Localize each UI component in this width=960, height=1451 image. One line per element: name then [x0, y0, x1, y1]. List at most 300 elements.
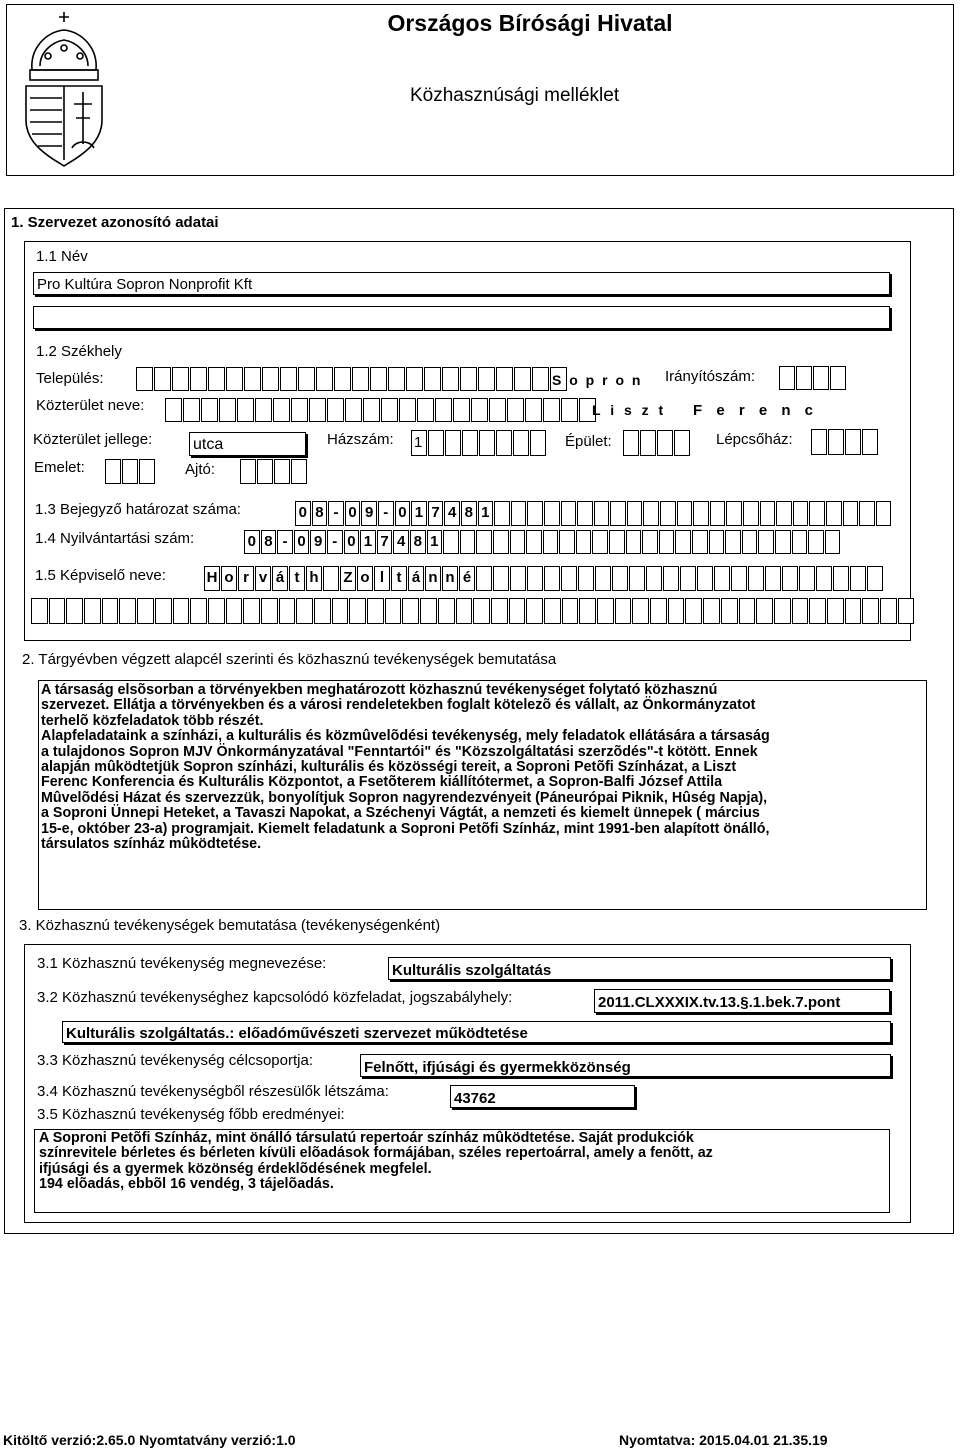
char-cell[interactable]: 8	[410, 530, 426, 554]
street-value-2: F e r e n c	[693, 402, 819, 419]
char-cell[interactable]	[442, 367, 459, 391]
char-cell[interactable]	[782, 566, 798, 591]
text-line: a Soproni Ünnepi Heteket, a Tavaszi Napokat, a Széchenyi Vágtát, a nemzeti és kiemelt ünnepek ( március	[41, 805, 760, 822]
char-cell[interactable]	[201, 398, 218, 422]
char-cell[interactable]	[561, 566, 577, 591]
char-cell[interactable]	[493, 530, 509, 554]
char-cell[interactable]	[406, 367, 423, 391]
settlement-label: Település:	[36, 370, 104, 387]
footer-version: Kitöltő verzió:2.65.0 Nyomtatvány verzió:1.0	[3, 1432, 296, 1448]
char-cell[interactable]	[685, 598, 702, 624]
char-cell[interactable]	[765, 566, 781, 591]
char-cell[interactable]	[136, 367, 153, 391]
char-cell[interactable]	[476, 566, 492, 591]
char-cell[interactable]	[291, 398, 308, 422]
char-cell[interactable]	[66, 598, 83, 624]
char-cell[interactable]	[660, 501, 676, 526]
char-cell[interactable]: 0	[294, 530, 310, 554]
rep-cells[interactable]	[204, 566, 884, 591]
char-cell[interactable]	[577, 501, 593, 526]
char-cell[interactable]	[526, 598, 543, 624]
char-cell[interactable]	[530, 430, 546, 456]
char-cell[interactable]	[859, 501, 875, 526]
char-cell[interactable]	[527, 566, 543, 591]
char-cell[interactable]	[417, 398, 434, 422]
char-cell[interactable]	[543, 530, 559, 554]
rep-cells-row2[interactable]	[31, 598, 915, 624]
char-cell[interactable]	[692, 530, 708, 554]
char-cell[interactable]	[137, 598, 154, 624]
char-cell[interactable]	[173, 598, 190, 624]
char-cell[interactable]: 1	[411, 430, 427, 456]
char-cell[interactable]	[428, 430, 444, 456]
text-line: a tulajdonos Sopron MJV Önkormányzatával "Fenntartói" és "Közszolgáltatási szerzõdés"-t kötött. Ennek	[41, 743, 758, 760]
target-group-value: Felnőtt, ifjúsági és gyermekközönség	[364, 1059, 631, 1076]
char-cell[interactable]	[476, 530, 492, 554]
char-cell[interactable]	[49, 598, 66, 624]
char-cell[interactable]	[680, 566, 696, 591]
char-cell[interactable]	[731, 566, 747, 591]
char-cell[interactable]	[826, 501, 842, 526]
char-cell[interactable]	[845, 598, 862, 624]
char-cell[interactable]	[710, 501, 726, 526]
char-cell[interactable]: 0	[344, 530, 360, 554]
char-cell[interactable]	[381, 398, 398, 422]
char-cell[interactable]	[491, 598, 508, 624]
char-cell[interactable]	[579, 598, 596, 624]
char-cell[interactable]	[578, 566, 594, 591]
char-cell[interactable]	[615, 598, 632, 624]
char-cell[interactable]	[612, 566, 628, 591]
char-cell[interactable]	[445, 430, 461, 456]
char-cell[interactable]	[255, 398, 272, 422]
char-cell[interactable]	[183, 398, 200, 422]
char-cell[interactable]	[478, 367, 495, 391]
char-cell[interactable]: 1	[478, 501, 494, 526]
char-cell[interactable]	[244, 367, 261, 391]
char-cell[interactable]	[473, 598, 490, 624]
char-cell[interactable]	[674, 430, 690, 456]
char-cell[interactable]: 7	[428, 501, 444, 526]
char-cell[interactable]	[792, 598, 809, 624]
char-cell[interactable]	[623, 430, 639, 456]
char-cell[interactable]	[833, 566, 849, 591]
char-cell[interactable]: á	[408, 566, 424, 591]
char-cell[interactable]	[323, 566, 339, 591]
char-cell[interactable]	[453, 398, 470, 422]
street-cells[interactable]	[165, 398, 597, 422]
char-cell[interactable]	[226, 367, 243, 391]
char-cell[interactable]	[610, 501, 626, 526]
char-cell[interactable]	[825, 530, 841, 554]
char-cell[interactable]	[316, 367, 333, 391]
char-cell[interactable]	[424, 367, 441, 391]
char-cell[interactable]	[597, 598, 614, 624]
char-cell[interactable]	[709, 530, 725, 554]
char-cell[interactable]	[296, 598, 313, 624]
char-cell[interactable]	[677, 501, 693, 526]
char-cell[interactable]	[809, 501, 825, 526]
decision-cells[interactable]	[295, 501, 892, 526]
char-cell[interactable]: 0	[345, 501, 361, 526]
char-cell[interactable]: 4	[444, 501, 460, 526]
char-cell[interactable]	[334, 367, 351, 391]
char-cell[interactable]	[367, 598, 384, 624]
char-cell[interactable]: l	[374, 566, 390, 591]
street-type-value: utca	[193, 436, 224, 453]
char-cell[interactable]	[420, 598, 437, 624]
char-cell[interactable]	[510, 530, 526, 554]
char-cell[interactable]	[544, 598, 561, 624]
char-cell[interactable]	[850, 566, 866, 591]
char-cell[interactable]	[494, 501, 510, 526]
street-value: L i s z t	[592, 402, 667, 418]
building-cells[interactable]	[623, 430, 691, 456]
char-cell[interactable]	[640, 430, 656, 456]
char-cell[interactable]	[809, 598, 826, 624]
char-cell[interactable]	[748, 566, 764, 591]
char-cell[interactable]	[561, 398, 578, 422]
char-cell[interactable]	[172, 367, 189, 391]
registry-label: 1.4 Nyilvántartási szám:	[35, 530, 195, 547]
char-cell[interactable]	[119, 598, 136, 624]
char-cell[interactable]	[237, 398, 254, 422]
char-cell[interactable]	[226, 598, 243, 624]
char-cell[interactable]	[279, 598, 296, 624]
char-cell[interactable]: 8	[312, 501, 328, 526]
settlement-value: S o p r o n	[552, 372, 643, 388]
char-cell[interactable]	[627, 501, 643, 526]
char-cell[interactable]	[388, 367, 405, 391]
staircase-cells[interactable]	[811, 429, 879, 455]
char-cell[interactable]: 8	[261, 530, 277, 554]
char-cell[interactable]	[876, 501, 892, 526]
name-value: Pro Kultúra Sopron Nonprofit Kft	[37, 276, 253, 293]
char-cell[interactable]	[511, 501, 527, 526]
char-cell[interactable]	[779, 366, 795, 390]
char-cell[interactable]	[898, 598, 915, 624]
char-cell[interactable]	[663, 566, 679, 591]
char-cell[interactable]	[816, 566, 832, 591]
char-cell[interactable]	[742, 530, 758, 554]
char-cell[interactable]	[332, 598, 349, 624]
char-cell[interactable]: t	[289, 566, 305, 591]
public-task-value: Kulturális szolgáltatás.: előadóművészeti szervezet működtetése	[66, 1025, 528, 1042]
char-cell[interactable]	[643, 501, 659, 526]
char-cell[interactable]	[443, 530, 459, 554]
char-cell[interactable]	[122, 459, 138, 484]
char-cell[interactable]: H	[204, 566, 220, 591]
char-cell[interactable]	[867, 566, 883, 591]
char-cell[interactable]	[543, 398, 560, 422]
char-cell[interactable]	[273, 398, 290, 422]
char-cell[interactable]	[793, 501, 809, 526]
char-cell[interactable]	[438, 598, 455, 624]
floor-cells[interactable]	[105, 459, 156, 484]
char-cell[interactable]	[514, 367, 531, 391]
char-cell[interactable]	[650, 598, 667, 624]
char-cell[interactable]	[274, 459, 290, 484]
char-cell[interactable]	[594, 501, 610, 526]
char-cell[interactable]	[697, 566, 713, 591]
char-cell[interactable]	[349, 598, 366, 624]
page-title: Országos Bírósági Hivatal	[387, 10, 673, 36]
char-cell[interactable]	[240, 459, 256, 484]
char-cell[interactable]: o	[221, 566, 237, 591]
decision-label: 1.3 Bejegyző határozat száma:	[35, 501, 241, 518]
char-cell[interactable]	[595, 566, 611, 591]
char-cell[interactable]	[479, 430, 495, 456]
registry-cells[interactable]	[244, 530, 841, 554]
street-label: Közterület neve:	[36, 397, 145, 414]
char-cell[interactable]: é	[459, 566, 475, 591]
char-cell[interactable]	[219, 398, 236, 422]
char-cell[interactable]	[327, 398, 344, 422]
char-cell[interactable]	[208, 367, 225, 391]
char-cell[interactable]	[799, 566, 815, 591]
char-cell[interactable]	[843, 501, 859, 526]
char-cell[interactable]	[544, 501, 560, 526]
char-cell[interactable]	[154, 367, 171, 391]
char-cell[interactable]	[726, 501, 742, 526]
char-cell[interactable]	[668, 598, 685, 624]
char-cell[interactable]	[190, 367, 207, 391]
char-cell[interactable]	[739, 598, 756, 624]
char-cell[interactable]: 1	[427, 530, 443, 554]
char-cell[interactable]	[559, 530, 575, 554]
char-cell[interactable]	[592, 530, 608, 554]
char-cell[interactable]	[208, 598, 225, 624]
name-field[interactable]	[33, 272, 890, 295]
public-task-field[interactable]	[62, 1021, 891, 1043]
char-cell[interactable]	[460, 530, 476, 554]
char-cell[interactable]	[525, 398, 542, 422]
char-cell[interactable]	[576, 530, 592, 554]
door-label: Ajtó:	[185, 461, 216, 478]
name-field-2[interactable]	[33, 306, 890, 329]
char-cell[interactable]	[626, 530, 642, 554]
char-cell[interactable]	[102, 598, 119, 624]
char-cell[interactable]	[532, 367, 549, 391]
door-cells[interactable]	[240, 459, 308, 484]
char-cell[interactable]	[657, 430, 673, 456]
char-cell[interactable]: o	[357, 566, 373, 591]
char-cell[interactable]: n	[442, 566, 458, 591]
beneficiaries-value: 43762	[454, 1090, 496, 1107]
page-subtitle: Közhasznúsági melléklet	[410, 85, 620, 106]
staircase-label: Lépcsőház:	[716, 431, 793, 448]
results-text	[39, 1131, 887, 1193]
char-cell[interactable]	[725, 530, 741, 554]
target-group-field[interactable]	[360, 1054, 891, 1077]
char-cell[interactable]	[385, 598, 402, 624]
char-cell[interactable]	[261, 598, 278, 624]
char-cell[interactable]	[243, 598, 260, 624]
text-line: társulatos színház mûködtetése.	[41, 836, 262, 853]
char-cell[interactable]	[471, 398, 488, 422]
char-cell[interactable]	[462, 430, 478, 456]
char-cell[interactable]: 8	[461, 501, 477, 526]
char-cell[interactable]	[632, 598, 649, 624]
char-cell[interactable]	[363, 398, 380, 422]
street-type-label: Közterület jellege:	[33, 431, 153, 448]
section-1-heading: 1. Szervezet azonosító adatai	[11, 214, 219, 231]
char-cell[interactable]: v	[255, 566, 271, 591]
text-line: Mûvelõdési Házat és szervezzük, bonyolítjuk Sopron nagyrendezvényeit (Páneurópai Piknik, Hûség Napja),	[41, 789, 768, 806]
public-task-label: 3.2 Közhasznú tevékenységhez kapcsolódó közfeladat, jogszabályhely:	[37, 989, 513, 1006]
char-cell[interactable]	[190, 598, 207, 624]
char-cell[interactable]	[544, 566, 560, 591]
char-cell[interactable]	[830, 366, 846, 390]
char-cell[interactable]	[714, 566, 730, 591]
house-number-label: Házszám:	[327, 431, 394, 448]
results-label: 3.5 Közhasznú tevékenység főbb eredményei:	[37, 1106, 345, 1123]
char-cell[interactable]: 0	[395, 501, 411, 526]
settlement-cells[interactable]	[136, 367, 568, 391]
char-cell[interactable]	[796, 366, 812, 390]
char-cell[interactable]	[813, 366, 829, 390]
house-number-cells[interactable]	[411, 430, 547, 456]
char-cell[interactable]: -	[327, 530, 343, 554]
char-cell[interactable]: -	[378, 501, 394, 526]
char-cell[interactable]: 1	[411, 501, 427, 526]
char-cell[interactable]	[562, 598, 579, 624]
char-cell[interactable]	[880, 598, 897, 624]
char-cell[interactable]	[828, 429, 844, 455]
text-line: alapján mûködtetjük Sopron színházi, kulturális és közösségi tereit, a Soproni Petõfi Színházat, a Liszt	[41, 759, 737, 776]
char-cell[interactable]	[31, 598, 48, 624]
text-line: Alapfeladataink a színházi, a kulturális és közmûvelõdési tevékenység, mely feladatok ellátására a társaság	[41, 728, 770, 745]
char-cell[interactable]	[703, 598, 720, 624]
char-cell[interactable]: á	[272, 566, 288, 591]
char-cell[interactable]	[827, 598, 844, 624]
char-cell[interactable]	[659, 530, 675, 554]
char-cell[interactable]	[775, 530, 791, 554]
char-cell[interactable]	[298, 367, 315, 391]
char-cell[interactable]	[808, 530, 824, 554]
char-cell[interactable]	[776, 501, 792, 526]
char-cell[interactable]	[721, 598, 738, 624]
text-line: ifjúsági és a gyermek közönség érdeklõdésének megfelel.	[39, 1160, 432, 1177]
char-cell[interactable]: n	[425, 566, 441, 591]
char-cell[interactable]: 4	[393, 530, 409, 554]
char-cell[interactable]: 0	[295, 501, 311, 526]
char-cell[interactable]	[314, 598, 331, 624]
char-cell[interactable]	[84, 598, 101, 624]
beneficiaries-label: 3.4 Közhasznú tevékenységből részesülők létszáma:	[37, 1083, 389, 1100]
char-cell[interactable]: 9	[361, 501, 377, 526]
char-cell[interactable]	[139, 459, 155, 484]
char-cell[interactable]	[493, 566, 509, 591]
char-cell[interactable]	[399, 398, 416, 422]
char-cell[interactable]	[811, 429, 827, 455]
public-task-law-value: 2011.CLXXXIX.tv.13.§.1.bek.7.pont	[598, 994, 841, 1011]
footer-print-date: Nyomtatva: 2015.04.01 21.35.19	[619, 1432, 828, 1448]
zip-cells[interactable]	[779, 366, 847, 390]
char-cell[interactable]	[352, 367, 369, 391]
char-cell[interactable]	[496, 430, 512, 456]
text-line: A Soproni Petõfi Színház, mint önálló társulatú repertoár színház mûködtetése. Saját produkciók	[39, 1130, 694, 1146]
seat-label: 1.2 Székhely	[36, 343, 122, 360]
char-cell[interactable]	[845, 429, 861, 455]
char-cell[interactable]	[155, 598, 172, 624]
char-cell[interactable]	[105, 459, 121, 484]
char-cell[interactable]	[280, 367, 297, 391]
activity-name-field[interactable]	[388, 957, 891, 980]
street-type-field[interactable]	[189, 432, 306, 456]
char-cell[interactable]: 9	[310, 530, 326, 554]
text-line: A társaság elsõsorban a törvényekben meghatározott közhasznú tevékenységet folytató közhasznú	[41, 682, 718, 698]
char-cell[interactable]	[510, 566, 526, 591]
char-cell[interactable]	[862, 429, 878, 455]
char-cell[interactable]	[460, 367, 477, 391]
char-cell[interactable]	[309, 398, 326, 422]
char-cell[interactable]	[507, 398, 524, 422]
char-cell[interactable]	[291, 459, 307, 484]
floor-label: Emelet:	[34, 459, 85, 476]
char-cell[interactable]	[774, 598, 791, 624]
text-line: 194 elõadás, ebbõl 16 vendég, 3 tájelõadás.	[39, 1176, 334, 1193]
char-cell[interactable]: Z	[340, 566, 356, 591]
char-cell[interactable]: 0	[244, 530, 260, 554]
char-cell[interactable]	[489, 398, 506, 422]
char-cell[interactable]	[609, 530, 625, 554]
building-label: Épület:	[565, 433, 612, 450]
char-cell[interactable]	[262, 367, 279, 391]
char-cell[interactable]	[629, 566, 645, 591]
char-cell[interactable]	[675, 530, 691, 554]
text-line: 15-e, október 23-a) programjait. Kiemelt feladatunk a Soproni Petõfi Színház, mint 1991-ben alapított önálló,	[41, 820, 770, 837]
char-cell[interactable]: 1	[360, 530, 376, 554]
char-cell[interactable]	[509, 598, 526, 624]
char-cell[interactable]	[345, 398, 362, 422]
char-cell[interactable]	[513, 430, 529, 456]
name-label: 1.1 Név	[36, 248, 88, 265]
char-cell[interactable]	[435, 398, 452, 422]
char-cell[interactable]	[402, 598, 419, 624]
char-cell[interactable]	[743, 501, 759, 526]
char-cell[interactable]: r	[238, 566, 254, 591]
target-group-label: 3.3 Közhasznú tevékenység célcsoportja:	[37, 1052, 313, 1069]
char-cell[interactable]: t	[391, 566, 407, 591]
char-cell[interactable]	[527, 501, 543, 526]
char-cell[interactable]	[693, 501, 709, 526]
rep-label: 1.5 Képviselő neve:	[35, 567, 166, 584]
char-cell[interactable]: h	[306, 566, 322, 591]
char-cell[interactable]	[760, 501, 776, 526]
char-cell[interactable]	[642, 530, 658, 554]
char-cell[interactable]	[496, 367, 513, 391]
char-cell[interactable]	[257, 459, 273, 484]
char-cell[interactable]	[165, 398, 182, 422]
char-cell[interactable]: -	[277, 530, 293, 554]
text-line: szervezet. Ellátja a törvényekben és a városi rendeletekben foglalt kötelezõ és vállalt, az Önkormányzatot	[41, 697, 756, 714]
char-cell[interactable]	[456, 598, 473, 624]
activity-name-value: Kulturális szolgáltatás	[392, 962, 552, 979]
char-cell[interactable]	[756, 598, 773, 624]
char-cell[interactable]	[526, 530, 542, 554]
char-cell[interactable]	[370, 367, 387, 391]
public-task-law-field[interactable]	[594, 989, 890, 1013]
char-cell[interactable]	[792, 530, 808, 554]
beneficiaries-field[interactable]	[450, 1085, 635, 1108]
char-cell[interactable]: 7	[377, 530, 393, 554]
char-cell[interactable]	[561, 501, 577, 526]
char-cell[interactable]	[758, 530, 774, 554]
char-cell[interactable]	[862, 598, 879, 624]
char-cell[interactable]	[646, 566, 662, 591]
char-cell[interactable]: -	[328, 501, 344, 526]
